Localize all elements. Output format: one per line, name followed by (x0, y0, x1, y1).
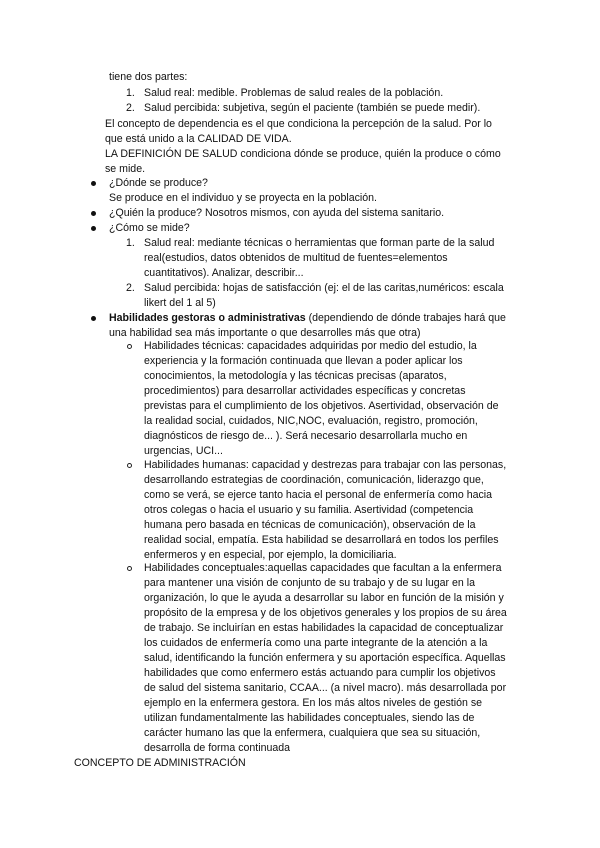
paragraph-line: que está unido a la CALIDAD DE VIDA. (105, 133, 292, 145)
tecnicas-line: urgencias, UCI... (144, 445, 223, 457)
intro-line: tiene dos partes: (109, 71, 188, 83)
conceptuales-line: los cuidados de enfermería como una parte integrante de la atención a la (144, 637, 488, 649)
tecnicas-line: procedimientos) para desarrollar actividades específicas y concretas (144, 385, 466, 397)
habilidades-heading: Habilidades gestoras o administrativas (109, 312, 306, 324)
humanas-line: otros colegas o hacia el usuario y su familia. Asertividad (competencia (144, 504, 474, 516)
como-item-line: Salud percibida: hojas de satisfacción (ej: el de las caritas,numéricos: escala (144, 282, 504, 294)
bullet-dot (91, 226, 96, 231)
humanas-line: como se verá, se ejerce tanto hacia el personal de enfermería como hacia (144, 489, 493, 501)
bullet-dot (91, 211, 96, 216)
tecnicas-line: conocimientos, la metodología y las técnicas precisas (aparatos, (144, 370, 447, 382)
paragraph-line: LA DEFINICIÓN DE SALUD condiciona dónde se produce, quién la produce o cómo (105, 148, 501, 160)
como-item-line: likert del 1 al 5) (144, 297, 216, 309)
sub-bullet-circle (127, 463, 132, 468)
humanas-line: enfermeros y en especial, por ejemplo, la domiciliaria. (144, 549, 397, 561)
como-item-line: real(estudios, datos obtenidos de multitud de fuentes=elementos (144, 252, 448, 264)
list-number: 2. (126, 282, 135, 294)
humanas-line: humana pero basada en técnicas de comunicación), observación de la (144, 519, 476, 531)
humanas-line: realidad social, empatía. Esta habilidad se desarrollará en todos los perfiles (144, 534, 499, 546)
conceptuales-line: Habilidades conceptuales:aquellas capacidades que facultan a la enfermera (144, 562, 502, 574)
conceptuales-line: ejemplo en la enfermera gestora. En los más altos niveles de gestión se (144, 697, 483, 709)
sub-bullet-circle (127, 344, 132, 349)
list-number: 2. (126, 102, 135, 114)
bullet-donde-answer: Se produce en el individuo y se proyecta en la población. (109, 192, 377, 204)
sub-bullet-circle (127, 566, 132, 571)
conceptuales-line: utilizan fundamentalmente las habilidades conceptuales, siendo las de (144, 712, 475, 724)
conceptuales-line: propósito de la empresa y de los objetivos generales y los propios de su área (144, 607, 507, 619)
como-item-line: cuantitativos). Analizar, describir... (144, 267, 304, 279)
humanas-line: Habilidades humanas: capacidad y destrezas para trabajar con las personas, (144, 459, 507, 471)
conceptuales-line: para mantener una visión de conjunto de su trabajo y de su lugar en la (144, 577, 475, 589)
bullet-donde: ¿Dónde se produce? (109, 177, 208, 189)
list-number: 1. (126, 237, 135, 249)
como-item-line: Salud real: mediante técnicas o herramientas que forman parte de la salud (144, 237, 495, 249)
conceptuales-line: de trabajo. Se incluirían en estas habilidades la capacidad de conceptualizar (144, 622, 504, 634)
tecnicas-line: previstas para el cumplimiento de los objetivos. Asertividad, observación de (144, 400, 499, 412)
humanas-line: desarrollando estrategias de coordinación, comunicación, liderazgo que, (144, 474, 484, 486)
bullet-dot (91, 181, 96, 186)
intro-item-salud-percibida: Salud percibida: subjetiva, según el paciente (también se puede medir). (144, 102, 481, 114)
habilidades-intro-line: una habilidad sea más importante o que desarrolles más que otra) (109, 327, 421, 339)
bullet-quien: ¿Quién la produce? Nosotros mismos, con ayuda del sistema sanitario. (109, 207, 445, 219)
conceptuales-line: habilidades que como enfermero estás actuando para cumplir los objetivos (144, 667, 496, 679)
conceptuales-line: carácter humano las que la enfermera, cualquiera que sea su situación, (144, 727, 481, 739)
tecnicas-line: la realidad social, cuidados, NIC,NOC, evaluación, registro, promoción, (144, 415, 478, 427)
conceptuales-line: organización, lo que le ayuda a desarrollar su labor en función de la misión y (144, 592, 504, 604)
bullet-como: ¿Cómo se mide? (109, 222, 190, 234)
tecnicas-line: Habilidades técnicas: capacidades adquiridas por medio del estudio, la (144, 340, 477, 352)
habilidades-intro: (dependiendo de dónde trabajes hará que (305, 312, 506, 324)
paragraph-line: El concepto de dependencia es el que condiciona la percepción de la salud. Por lo (105, 118, 492, 130)
tecnicas-line: diagnósticos de riesgo de... ). Será necesario desarrollarla mucho en (144, 430, 468, 442)
conceptuales-line: de salud del sistema sanitario, CCAA... (a nivel macro). más desarrollada por (144, 682, 507, 694)
bullet-habilidades (109, 311, 506, 325)
bullet-dot (91, 316, 96, 321)
section-heading: CONCEPTO DE ADMINISTRACIÓN (74, 757, 246, 769)
conceptuales-line: desarrolla de forma continuada (144, 742, 291, 754)
tecnicas-line: experiencia y la formación continuada que llevan a poder aplicar los (144, 355, 463, 367)
paragraph-line: se mide. (105, 163, 146, 175)
intro-item-salud-real: Salud real: medible. Problemas de salud reales de la población. (144, 87, 444, 99)
conceptuales-line: salud, identificando la función enfermera y su aportación específica. Aquellas (144, 652, 506, 664)
list-number: 1. (126, 87, 135, 99)
